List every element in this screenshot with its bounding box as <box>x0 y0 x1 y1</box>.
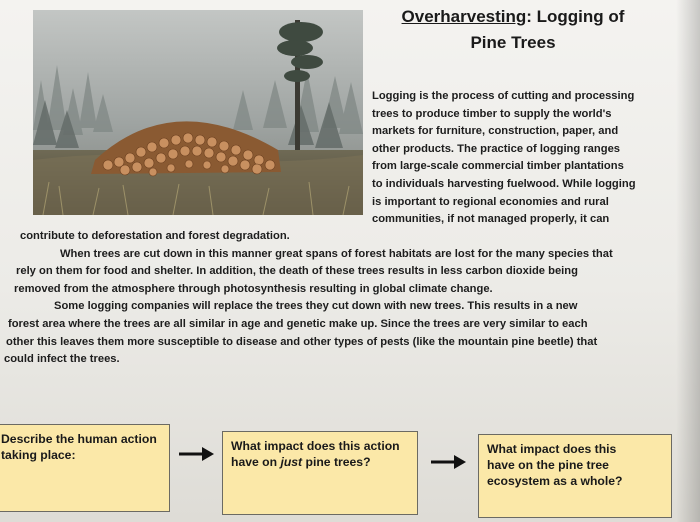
intro-line: from large-scale commercial timber plantations <box>372 160 624 173</box>
intro-paragraph <box>372 88 660 229</box>
box2-post: pine trees? <box>302 455 371 469</box>
intro-line: communities, if not managed properly, it can <box>372 213 610 226</box>
logging-photo <box>33 10 363 215</box>
body-line: forest area where the trees are all similar in age and genetic make up. Since the trees are very similar to each <box>8 317 588 330</box>
ecosystem-impact-box[interactable] <box>478 434 672 518</box>
body-paragraphs <box>0 228 690 369</box>
page-title <box>378 4 648 56</box>
human-action-box[interactable] <box>0 424 170 512</box>
body-line: When trees are cut down in this manner great spans of forest habitats are lost for the many species that <box>60 247 613 260</box>
title-rest: : Logging of <box>526 7 625 26</box>
box2-line-2 <box>231 454 411 470</box>
impact-on-pine-box[interactable] <box>222 431 418 515</box>
body-line: contribute to deforestation and forest degradation. <box>20 230 290 242</box>
intro-line: Logging is the process of cutting and processing <box>372 90 635 102</box>
box2-pre: have on <box>231 455 281 469</box>
box1-line-1: Describe the human action <box>1 432 157 446</box>
arrow-right-icon <box>428 452 468 472</box>
box2-emphasis: just <box>280 455 303 469</box>
body-line: removed from the atmosphere through photosynthesis resulting in global climate change. <box>14 282 493 295</box>
body-line: rely on them for food and shelter. In addition, the death of these trees results in less carbon dioxide being <box>16 265 578 278</box>
title-underlined: Overharvesting <box>401 7 527 26</box>
intro-line: other products. The practice of logging ranges <box>372 142 621 155</box>
intro-line: markets for furniture, construction, paper, and <box>372 125 619 138</box>
body-line: Some logging companies will replace the trees they cut down with new trees. This results in a new <box>54 300 578 313</box>
intro-line: is important to regional economies and rural <box>372 195 609 208</box>
log-pile-image <box>33 10 363 215</box>
title-line-2: Pine Trees <box>470 33 556 52</box>
intro-line: trees to produce timber to supply the world's <box>372 107 612 120</box>
box1-line-2: taking place: <box>1 448 76 462</box>
intro-line: to individuals harvesting fuelwood. While logging <box>372 177 636 190</box>
box3-line-1: What impact does this <box>487 442 617 456</box>
box3-line-3: ecosystem as a whole? <box>487 474 623 488</box>
body-line: other this leaves them more susceptible to disease and other types of pests (like the mountain pine beetle) that <box>6 335 598 348</box>
title-line-1 <box>378 4 648 30</box>
arrow-right-icon <box>176 444 216 464</box>
box3-line-2: have on the pine tree <box>487 458 609 472</box>
box2-line-1: What impact does this action <box>231 439 400 453</box>
body-line: could infect the trees. <box>4 353 120 366</box>
